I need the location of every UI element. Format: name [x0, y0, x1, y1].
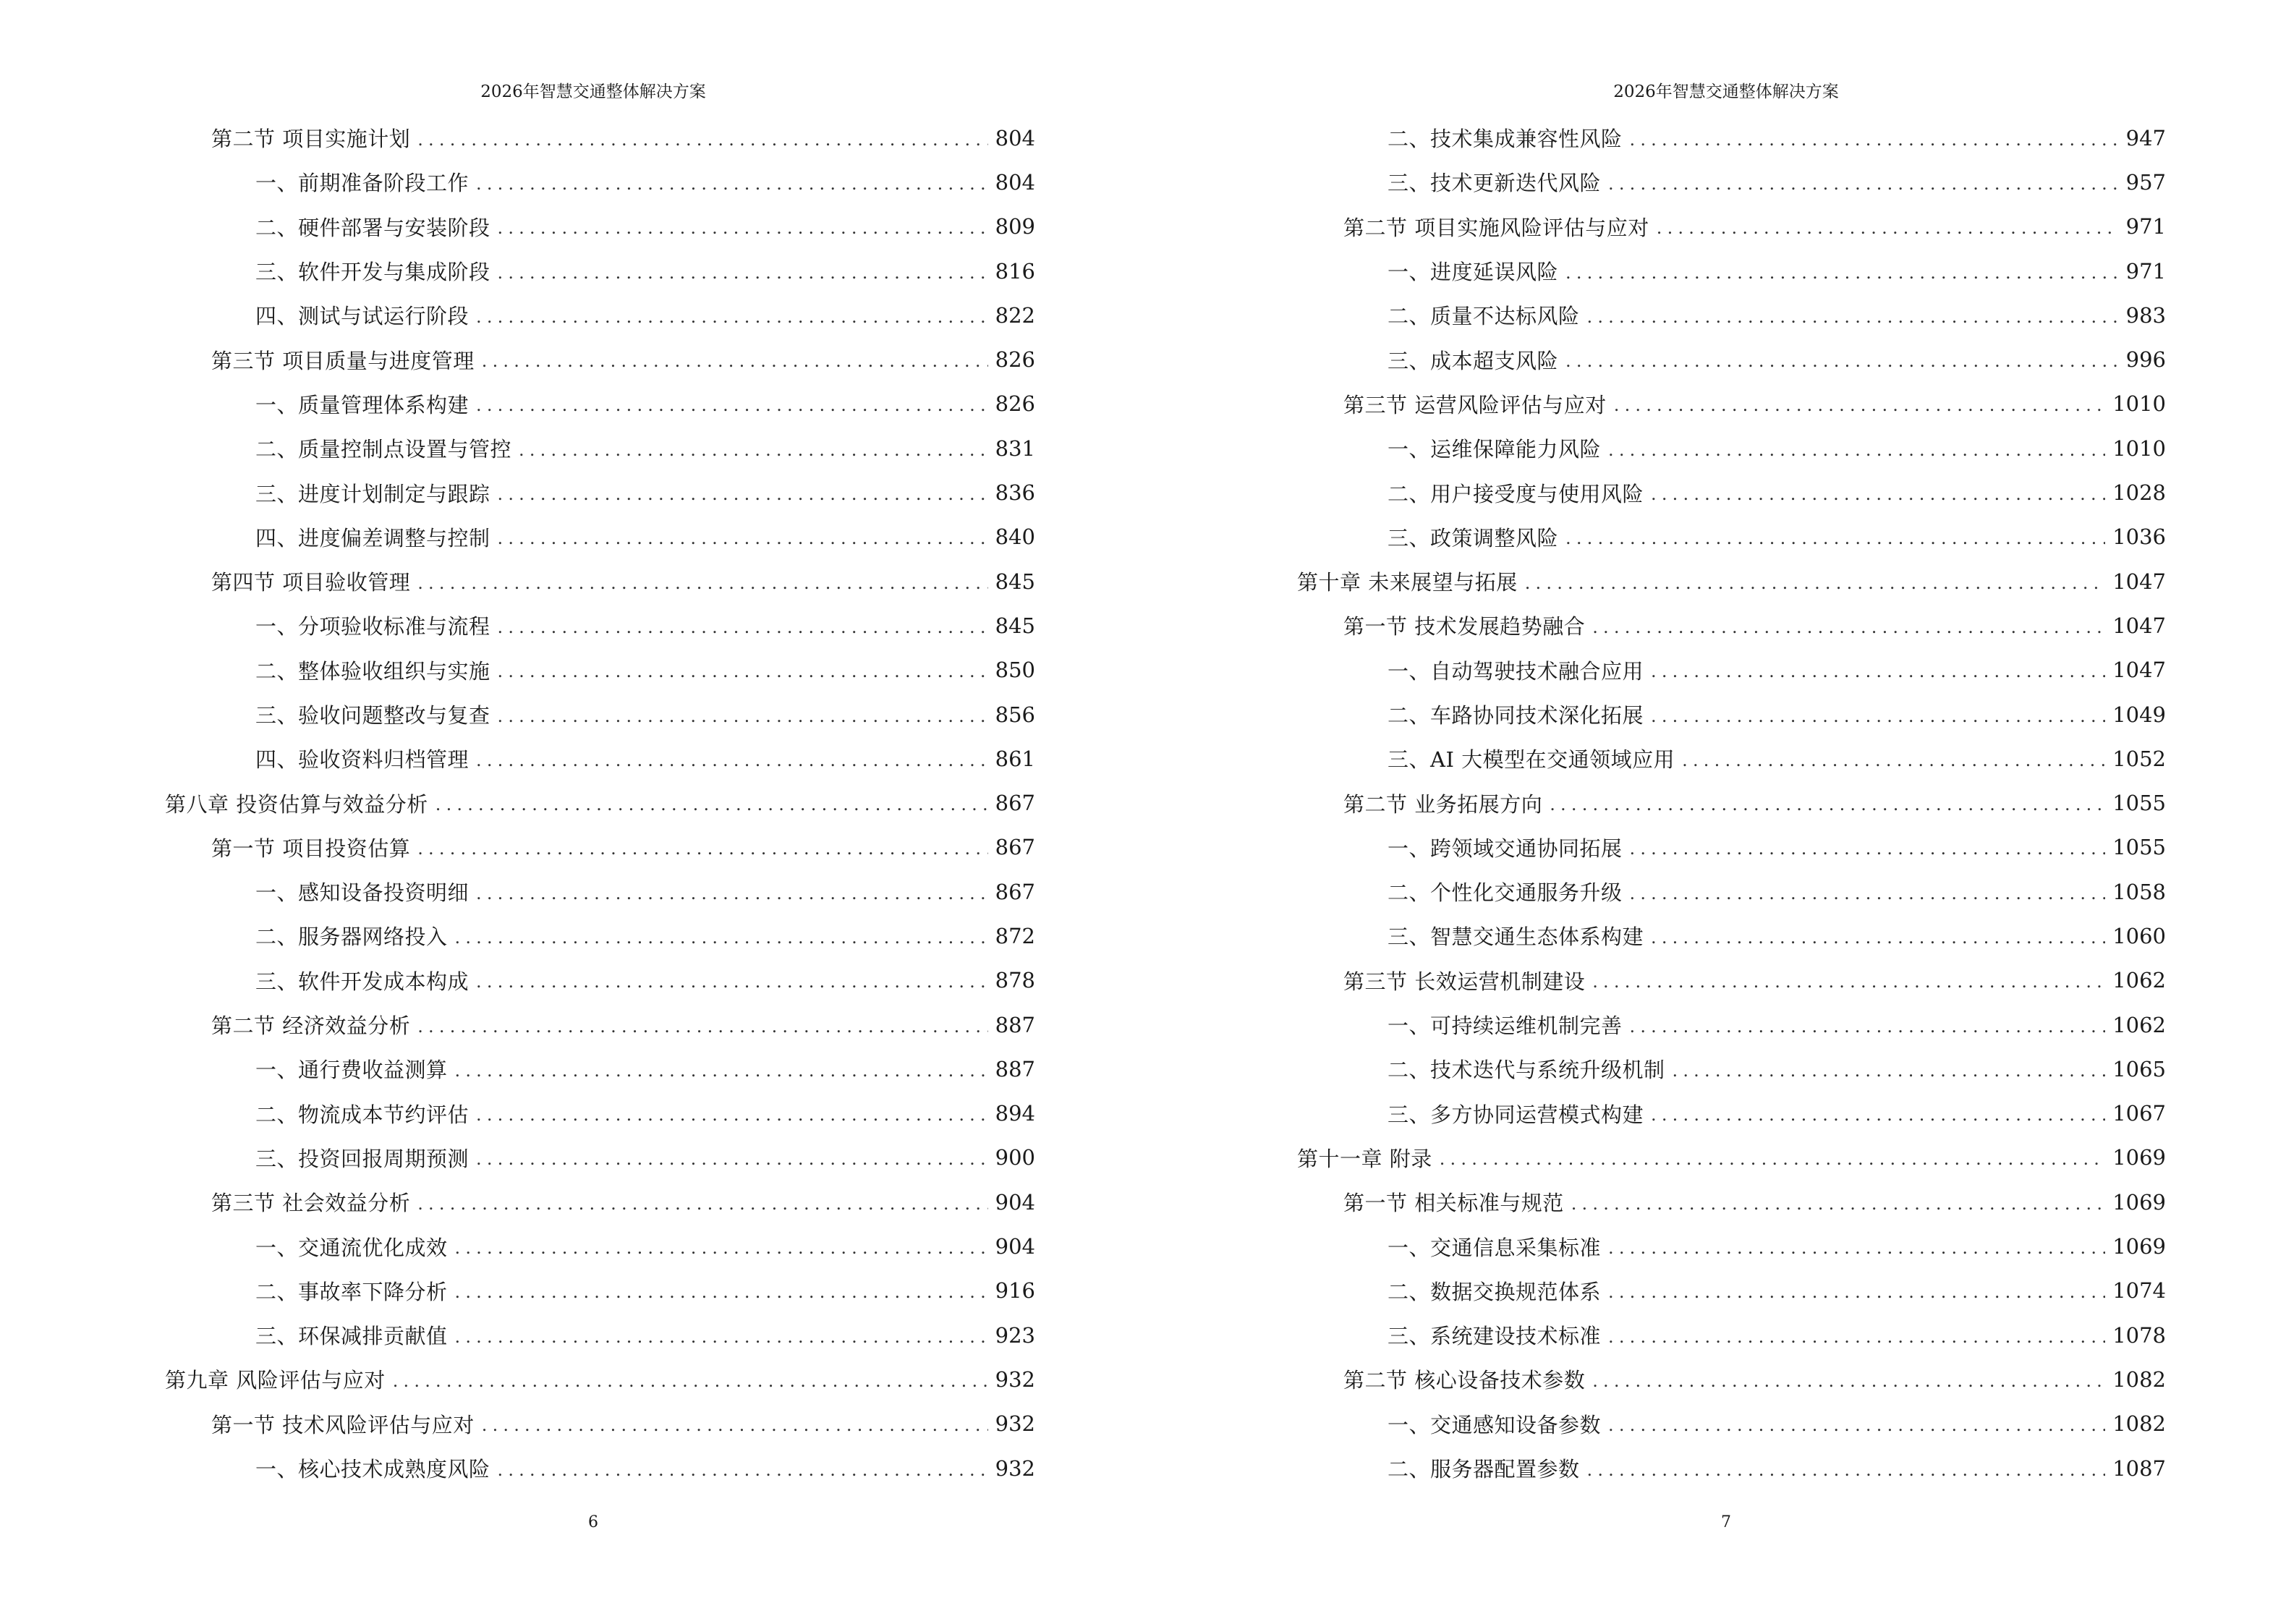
toc-entry-page: 916 — [995, 1278, 1035, 1304]
toc-section-entry[interactable] — [165, 559, 1035, 603]
toc-entry-title: 一、可持续运维机制完善 — [1388, 1013, 1623, 1039]
toc-entry-title: 第一节 技术风险评估与应对 — [211, 1412, 475, 1437]
toc-entry-title: 第一节 技术发展趋势融合 — [1343, 614, 1586, 639]
toc-entry-title: 一、前期准备阶段工作 — [255, 171, 469, 196]
toc-entry-page: 971 — [2125, 258, 2166, 284]
dot-leader — [1630, 838, 2106, 859]
dot-leader — [417, 129, 987, 150]
dot-leader — [498, 218, 988, 238]
dot-leader — [417, 1016, 987, 1037]
page-number: 7 — [1721, 1513, 1731, 1531]
toc-entry-page: 1067 — [2112, 1101, 2166, 1126]
toc-entry-title: 二、技术集成兼容性风险 — [1388, 127, 1623, 152]
toc-entry-page: 900 — [995, 1145, 1035, 1170]
toc-entry-page: 1069 — [2112, 1145, 2166, 1170]
toc-chapter-entry[interactable] — [1297, 1136, 2166, 1180]
toc-section-entry[interactable] — [1297, 205, 2166, 249]
toc-entry-page: 947 — [2125, 125, 2166, 150]
toc-entry-page: 822 — [995, 302, 1035, 328]
toc-subsection-entry[interactable] — [165, 1092, 1035, 1136]
toc-entry-title: 第一节 项目投资估算 — [211, 836, 411, 861]
table-of-contents — [165, 116, 1035, 1490]
toc-subsection-entry[interactable] — [165, 870, 1035, 914]
toc-subsection-entry[interactable] — [1297, 825, 2166, 870]
toc-subsection-entry[interactable] — [165, 205, 1035, 249]
toc-subsection-entry[interactable] — [1297, 1402, 2166, 1446]
page-number: 6 — [588, 1513, 598, 1531]
toc-subsection-entry[interactable] — [1297, 515, 2166, 559]
toc-entry-page: 983 — [2125, 302, 2166, 328]
toc-subsection-entry[interactable] — [165, 914, 1035, 958]
toc-entry-page: 872 — [995, 923, 1035, 948]
toc-chapter-entry[interactable] — [165, 781, 1035, 825]
dot-leader — [1592, 1371, 2105, 1391]
toc-entry-page: 1069 — [2112, 1234, 2166, 1259]
toc-entry-title: 三、政策调整风险 — [1388, 525, 1559, 550]
toc-entry-page: 1058 — [2112, 879, 2166, 904]
toc-entry-title: 二、质量控制点设置与管控 — [255, 437, 512, 462]
dot-leader — [455, 1282, 988, 1302]
toc-entry-page: 1028 — [2112, 480, 2166, 506]
toc-entry-page: 932 — [995, 1411, 1035, 1437]
toc-entry-title: 一、感知设备投资明细 — [255, 880, 469, 906]
toc-section-entry[interactable] — [1297, 1357, 2166, 1401]
table-of-contents — [1297, 116, 2166, 1490]
toc-entry-page: 923 — [995, 1322, 1035, 1348]
toc-page-right — [1143, 0, 2286, 1624]
toc-subsection-entry[interactable] — [1297, 293, 2166, 337]
dot-leader — [1682, 750, 2105, 770]
toc-entry-title: 四、验收资料归档管理 — [255, 747, 469, 773]
toc-entry-title: 四、测试与试运行阶段 — [255, 304, 469, 329]
toc-section-entry[interactable] — [165, 1003, 1035, 1047]
toc-entry-title: 二、服务器配置参数 — [1388, 1457, 1580, 1482]
toc-section-entry[interactable] — [1297, 781, 2166, 825]
dot-leader — [1608, 174, 2119, 194]
toc-subsection-entry[interactable] — [165, 293, 1035, 337]
toc-entry-page: 809 — [995, 214, 1035, 239]
toc-subsection-entry[interactable] — [1297, 470, 2166, 514]
toc-entry-title: 二、车路协同技术深化拓展 — [1388, 703, 1644, 728]
toc-entry-title: 三、软件开发成本构成 — [255, 969, 469, 994]
dot-leader — [1565, 528, 2105, 548]
dot-leader — [482, 351, 988, 371]
toc-entry-page: 887 — [995, 1012, 1035, 1037]
toc-section-entry[interactable] — [1297, 1180, 2166, 1224]
toc-subsection-entry[interactable] — [1297, 1269, 2166, 1313]
toc-entry-title: 第二节 项目实施计划 — [211, 127, 411, 152]
toc-section-entry[interactable] — [165, 1402, 1035, 1446]
toc-entry-title: 第二节 项目实施风险评估与应对 — [1343, 215, 1649, 240]
toc-entry-title: 三、智慧交通生态体系构建 — [1388, 924, 1644, 950]
toc-entry-page: 867 — [995, 879, 1035, 904]
dot-leader — [455, 1327, 988, 1347]
dot-leader — [1592, 617, 2105, 637]
dot-leader — [1608, 1415, 2105, 1435]
toc-entry-title: 二、用户接受度与使用风险 — [1388, 481, 1644, 506]
dot-leader — [1657, 218, 2119, 238]
dot-leader — [417, 573, 987, 593]
dot-leader — [1440, 1149, 2105, 1169]
toc-subsection-entry[interactable] — [165, 603, 1035, 647]
dot-leader — [498, 706, 988, 726]
toc-entry-title: 二、整体验收组织与实施 — [255, 658, 490, 684]
toc-entry-title: 第一节 相关标准与规范 — [1343, 1191, 1564, 1216]
dot-leader — [476, 395, 988, 415]
dot-leader — [417, 838, 987, 859]
dot-leader — [476, 1149, 988, 1169]
toc-subsection-entry[interactable] — [1297, 337, 2166, 381]
dot-leader — [393, 1371, 988, 1391]
toc-entry-page: 1047 — [2112, 569, 2166, 594]
toc-subsection-entry[interactable] — [1297, 249, 2166, 293]
dot-leader — [519, 440, 988, 460]
toc-entry-title: 三、系统建设技术标准 — [1388, 1324, 1602, 1349]
dot-leader — [1651, 706, 2105, 726]
toc-entry-page: 845 — [995, 613, 1035, 638]
toc-entry-page: 850 — [995, 658, 1035, 683]
dot-leader — [435, 794, 988, 815]
dot-leader — [476, 1105, 988, 1125]
toc-subsection-entry[interactable] — [165, 382, 1035, 426]
dot-leader — [498, 484, 988, 504]
dot-leader — [455, 1238, 988, 1258]
toc-subsection-entry[interactable] — [1297, 648, 2166, 692]
dot-leader — [455, 1060, 988, 1081]
toc-subsection-entry[interactable] — [1297, 692, 2166, 736]
toc-entry-page: 1052 — [2112, 746, 2166, 771]
toc-subsection-entry[interactable] — [165, 249, 1035, 293]
toc-subsection-entry[interactable] — [165, 958, 1035, 1003]
dot-leader — [476, 750, 988, 770]
toc-entry-page: 836 — [995, 480, 1035, 506]
dot-leader — [1565, 351, 2119, 371]
dot-leader — [1608, 440, 2105, 460]
toc-entry-title: 第四节 项目验收管理 — [211, 570, 411, 595]
toc-subsection-entry[interactable] — [1297, 1313, 2166, 1357]
toc-subsection-entry[interactable] — [1297, 116, 2166, 160]
toc-entry-page: 904 — [995, 1234, 1035, 1259]
dot-leader — [498, 528, 988, 548]
dot-leader — [498, 661, 988, 681]
toc-entry-title: 四、进度偏差调整与控制 — [255, 525, 490, 550]
toc-entry-page: 996 — [2125, 347, 2166, 373]
toc-section-entry[interactable] — [1297, 603, 2166, 647]
toc-entry-page: 826 — [995, 391, 1035, 417]
running-header: 2026年智慧交通整体解决方案 — [1613, 82, 1839, 101]
toc-subsection-entry[interactable] — [165, 1446, 1035, 1490]
dot-leader — [498, 617, 988, 637]
dot-leader — [455, 927, 988, 948]
toc-entry-title: 三、软件开发与集成阶段 — [255, 260, 490, 285]
toc-subsection-entry[interactable] — [165, 426, 1035, 470]
dot-leader — [1651, 1105, 2105, 1125]
toc-entry-title: 第十章 未来展望与拓展 — [1297, 570, 1518, 595]
toc-entry-page: 1049 — [2112, 702, 2166, 727]
toc-subsection-entry[interactable] — [1297, 1047, 2166, 1091]
toc-subsection-entry[interactable] — [1297, 870, 2166, 914]
toc-subsection-entry[interactable] — [1297, 426, 2166, 470]
toc-entry-title: 三、投资回报周期预测 — [255, 1146, 469, 1171]
toc-entry-page: 932 — [995, 1455, 1035, 1481]
dot-leader — [1550, 794, 2105, 815]
toc-section-entry[interactable] — [165, 1180, 1035, 1224]
toc-entry-page: 957 — [2125, 169, 2166, 195]
toc-entry-title: 一、运维保障能力风险 — [1388, 437, 1602, 462]
toc-entry-title: 第九章 风险评估与应对 — [165, 1368, 386, 1393]
toc-entry-title: 二、数据交换规范体系 — [1388, 1279, 1602, 1304]
toc-entry-page: 831 — [995, 435, 1035, 461]
dot-leader — [1651, 484, 2105, 504]
toc-entry-title: 二、事故率下降分析 — [255, 1279, 448, 1304]
toc-entry-title: 一、自动驾驶技术融合应用 — [1388, 658, 1644, 684]
dot-leader — [498, 263, 988, 283]
toc-subsection-entry[interactable] — [165, 1136, 1035, 1180]
toc-subsection-entry[interactable] — [1297, 736, 2166, 781]
toc-entry-page: 932 — [995, 1366, 1035, 1392]
toc-entry-page: 1010 — [2112, 391, 2166, 417]
toc-entry-page: 1047 — [2112, 613, 2166, 638]
dot-leader — [1525, 573, 2105, 593]
toc-subsection-entry[interactable] — [1297, 1224, 2166, 1268]
toc-entry-page: 1036 — [2112, 524, 2166, 550]
toc-entry-title: 一、质量管理体系构建 — [255, 392, 469, 417]
toc-entry-title: 二、个性化交通服务升级 — [1388, 880, 1623, 906]
toc-entry-page: 1078 — [2112, 1322, 2166, 1348]
toc-entry-title: 一、交通感知设备参数 — [1388, 1412, 1602, 1437]
toc-entry-title: 第八章 投资估算与效益分析 — [165, 791, 428, 817]
toc-entry-title: 第十一章 附录 — [1297, 1146, 1432, 1171]
toc-entry-title: 一、跨领域交通协同拓展 — [1388, 836, 1623, 861]
toc-entry-page: 826 — [995, 347, 1035, 373]
toc-entry-page: 1047 — [2112, 658, 2166, 683]
toc-entry-page: 856 — [995, 702, 1035, 727]
toc-entry-title: 一、通行费收益测算 — [255, 1058, 448, 1083]
toc-entry-page: 1069 — [2112, 1189, 2166, 1215]
toc-entry-page: 804 — [995, 125, 1035, 150]
toc-subsection-entry[interactable] — [165, 1269, 1035, 1313]
toc-entry-page: 1074 — [2112, 1278, 2166, 1304]
dot-leader — [1651, 661, 2105, 681]
toc-entry-title: 一、核心技术成熟度风险 — [255, 1457, 490, 1482]
toc-subsection-entry[interactable] — [165, 692, 1035, 736]
toc-entry-page: 1062 — [2112, 1012, 2166, 1037]
dot-leader — [1651, 927, 2105, 948]
toc-chapter-entry[interactable] — [1297, 559, 2166, 603]
toc-entry-page: 816 — [995, 258, 1035, 284]
dot-leader — [498, 1460, 988, 1480]
toc-entry-page: 1010 — [2112, 435, 2166, 461]
toc-entry-page: 878 — [995, 968, 1035, 993]
dot-leader — [476, 174, 988, 194]
toc-entry-title: 二、质量不达标风险 — [1388, 304, 1580, 329]
dot-leader — [417, 1194, 987, 1214]
dot-leader — [1673, 1060, 2106, 1081]
toc-subsection-entry[interactable] — [1297, 160, 2166, 204]
toc-entry-title: 二、硬件部署与安装阶段 — [255, 215, 490, 240]
dot-leader — [1608, 1327, 2105, 1347]
toc-section-entry[interactable] — [165, 825, 1035, 870]
toc-entry-page: 845 — [995, 569, 1035, 594]
toc-entry-title: 一、交通流优化成效 — [255, 1235, 448, 1260]
toc-entry-title: 二、技术迭代与系统升级机制 — [1388, 1058, 1665, 1083]
dot-leader — [1565, 263, 2119, 283]
toc-entry-page: 1062 — [2112, 968, 2166, 993]
dot-leader — [1630, 1016, 2106, 1037]
toc-section-entry[interactable] — [1297, 958, 2166, 1003]
toc-entry-page: 1060 — [2112, 923, 2166, 948]
toc-entry-page: 1065 — [2112, 1056, 2166, 1081]
toc-subsection-entry[interactable] — [165, 470, 1035, 514]
dot-leader — [1587, 307, 2119, 327]
toc-section-entry[interactable] — [165, 337, 1035, 381]
running-header: 2026年智慧交通整体解决方案 — [480, 82, 706, 101]
toc-section-entry[interactable] — [165, 116, 1035, 160]
toc-entry-title: 第二节 核心设备技术参数 — [1343, 1368, 1586, 1393]
dot-leader — [1571, 1194, 2105, 1214]
toc-entry-title: 第二节 经济效益分析 — [211, 1013, 411, 1039]
toc-entry-title: 三、验收问题整改与复查 — [255, 703, 490, 728]
dot-leader — [1592, 972, 2105, 992]
dot-leader — [1608, 1282, 2105, 1302]
toc-entry-title: 第三节 项目质量与进度管理 — [211, 348, 475, 373]
toc-subsection-entry[interactable] — [165, 1224, 1035, 1268]
toc-entry-title: 一、交通信息采集标准 — [1388, 1235, 1602, 1260]
toc-entry-title: 第二节 业务拓展方向 — [1343, 791, 1543, 817]
toc-entry-title: 三、技术更新迭代风险 — [1388, 171, 1602, 196]
toc-subsection-entry[interactable] — [1297, 1092, 2166, 1136]
toc-entry-title: 三、进度计划制定与跟踪 — [255, 481, 490, 506]
dot-leader — [1614, 395, 2105, 415]
toc-subsection-entry[interactable] — [1297, 914, 2166, 958]
toc-entry-page: 1055 — [2112, 791, 2166, 816]
toc-subsection-entry[interactable] — [165, 736, 1035, 781]
toc-subsection-entry[interactable] — [1297, 1003, 2166, 1047]
toc-entry-page: 867 — [995, 835, 1035, 860]
toc-entry-page: 867 — [995, 791, 1035, 816]
toc-entry-title: 三、AI 大模型在交通领域应用 — [1388, 747, 1675, 773]
toc-entry-page: 804 — [995, 169, 1035, 195]
toc-subsection-entry[interactable] — [165, 1313, 1035, 1357]
toc-entry-title: 一、分项验收标准与流程 — [255, 614, 490, 639]
toc-entry-title: 三、多方协同运营模式构建 — [1388, 1102, 1644, 1127]
toc-entry-page: 1055 — [2112, 835, 2166, 860]
toc-entry-title: 第三节 长效运营机制建设 — [1343, 969, 1586, 994]
toc-entry-title: 二、物流成本节约评估 — [255, 1102, 469, 1127]
toc-section-entry[interactable] — [1297, 382, 2166, 426]
toc-entry-title: 一、进度延误风险 — [1388, 260, 1559, 285]
toc-entry-page: 1087 — [2112, 1455, 2166, 1481]
toc-entry-title: 三、环保减排贡献值 — [255, 1324, 448, 1349]
dot-leader — [1587, 1460, 2106, 1480]
toc-entry-page: 894 — [995, 1101, 1035, 1126]
toc-chapter-entry[interactable] — [165, 1357, 1035, 1401]
toc-subsection-entry[interactable] — [165, 648, 1035, 692]
toc-entry-title: 第三节 社会效益分析 — [211, 1191, 411, 1216]
dot-leader — [1608, 1238, 2105, 1258]
toc-entry-title: 第三节 运营风险评估与应对 — [1343, 392, 1607, 417]
dot-leader — [1630, 129, 2119, 150]
dot-leader — [1630, 883, 2106, 904]
dot-leader — [476, 883, 988, 904]
toc-entry-page: 840 — [995, 524, 1035, 550]
toc-entry-page: 861 — [995, 746, 1035, 771]
toc-entry-page: 1082 — [2112, 1411, 2166, 1437]
toc-entry-title: 三、成本超支风险 — [1388, 348, 1559, 373]
toc-entry-page: 971 — [2125, 214, 2166, 239]
dot-leader — [476, 307, 988, 327]
dot-leader — [482, 1415, 988, 1435]
toc-subsection-entry[interactable] — [165, 1047, 1035, 1091]
toc-entry-page: 904 — [995, 1189, 1035, 1215]
toc-subsection-entry[interactable] — [165, 160, 1035, 204]
toc-entry-title: 二、服务器网络投入 — [255, 924, 448, 950]
toc-entry-page: 887 — [995, 1056, 1035, 1081]
toc-subsection-entry[interactable] — [165, 515, 1035, 559]
toc-entry-page: 1082 — [2112, 1366, 2166, 1392]
toc-subsection-entry[interactable] — [1297, 1446, 2166, 1490]
dot-leader — [476, 972, 988, 992]
